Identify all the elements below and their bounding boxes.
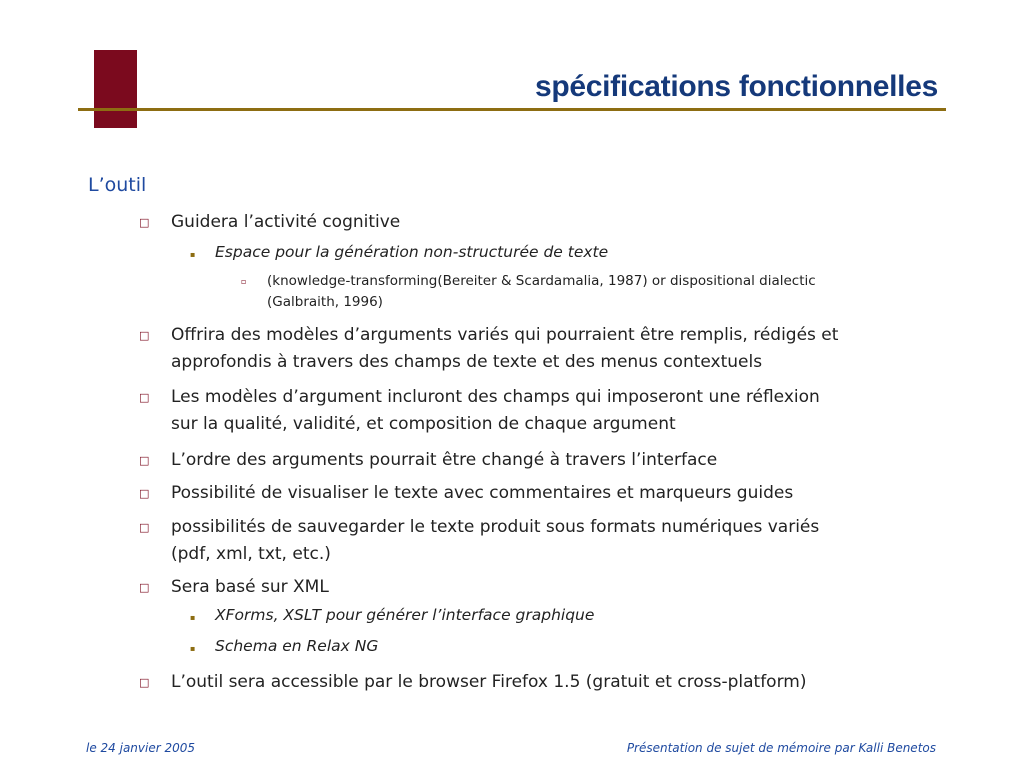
bullet-item-level-2: [171, 209, 400, 236]
bullet-item-line: Les modèles d’argument incluront des champs qui imposeront une réflexion: [171, 387, 820, 407]
bullet-item-level-2: [171, 669, 806, 696]
bullet-marker-icon: □: [139, 676, 150, 689]
bullet-marker-icon: □: [139, 581, 150, 594]
bullet-marker-icon: □: [139, 487, 150, 500]
bullet-item-level-2: [171, 322, 838, 376]
bullet-marker-icon: □: [139, 521, 150, 534]
bullet-marker-icon: □: [139, 216, 150, 229]
bullet-item-line: Schema en Relax NG: [215, 637, 379, 655]
title-accent-block: [94, 50, 137, 128]
bullet-item-line: (Galbraith, 1996): [267, 294, 383, 310]
bullet-item-level-2: [171, 447, 717, 474]
bullet-marker-icon: ▪: [190, 250, 196, 259]
bullet-item-line: Sera basé sur XML: [171, 577, 329, 597]
bullet-item-level-2: [171, 384, 820, 438]
bullet-item-level-4: [267, 271, 816, 313]
bullet-item-line: approfondis à travers des champs de texte et des menus contextuels: [171, 352, 763, 372]
bullet-marker-icon: □: [139, 391, 150, 404]
bullet-item-level-2: [171, 480, 793, 507]
bullet-item-level-3: [215, 606, 594, 624]
title-underline-rule: [78, 108, 946, 111]
bullet-item-line: sur la qualité, validité, et composition de chaque argument: [171, 414, 676, 434]
bullet-marker-icon: ▪: [190, 613, 196, 622]
bullet-item-line: (knowledge-transforming(Bereiter & Scardamalia, 1987) or dispositional dialectic: [267, 273, 816, 289]
bullet-item-line: L’outil sera accessible par le browser Firefox 1.5 (gratuit et cross-platform): [171, 672, 807, 692]
bullet-item-line: Espace pour la génération non-structurée de texte: [215, 243, 609, 261]
bullet-item-level-3: [215, 243, 608, 261]
bullet-item-line: L’ordre des arguments pourrait être changé à travers l’interface: [171, 450, 718, 470]
bullet-marker-icon: □: [139, 454, 150, 467]
bullet-item-level-3: [215, 637, 378, 655]
bullet-item-line: Guidera l’activité cognitive: [171, 212, 401, 232]
bullet-item-line: (pdf, xml, txt, etc.): [171, 544, 331, 564]
bullet-item-level-2: [171, 574, 329, 601]
bullet-item-line: Offrira des modèles d’arguments variés qui pourraient être remplis, rédigés et: [171, 325, 839, 345]
footer-date: le 24 janvier 2005: [86, 741, 196, 755]
slide-title: spécifications fonctionnelles: [534, 70, 938, 103]
bullet-item-level-2: [171, 514, 819, 568]
bullet-marker-icon: ▪: [190, 644, 196, 653]
footer-credit: Présentation de sujet de mémoire par Kalli Benetos: [626, 741, 936, 755]
bullet-item-line: XForms, XSLT pour générer l’interface graphique: [215, 606, 595, 624]
bullet-marker-icon: ▫: [241, 277, 247, 286]
bullet-marker-icon: □: [139, 329, 150, 342]
bullet-item-line: possibilités de sauvegarder le texte produit sous formats numériques variés: [171, 517, 820, 537]
section-heading: L’outil: [88, 174, 147, 196]
bullet-item-line: Possibilité de visualiser le texte avec commentaires et marqueurs guides: [171, 483, 794, 503]
